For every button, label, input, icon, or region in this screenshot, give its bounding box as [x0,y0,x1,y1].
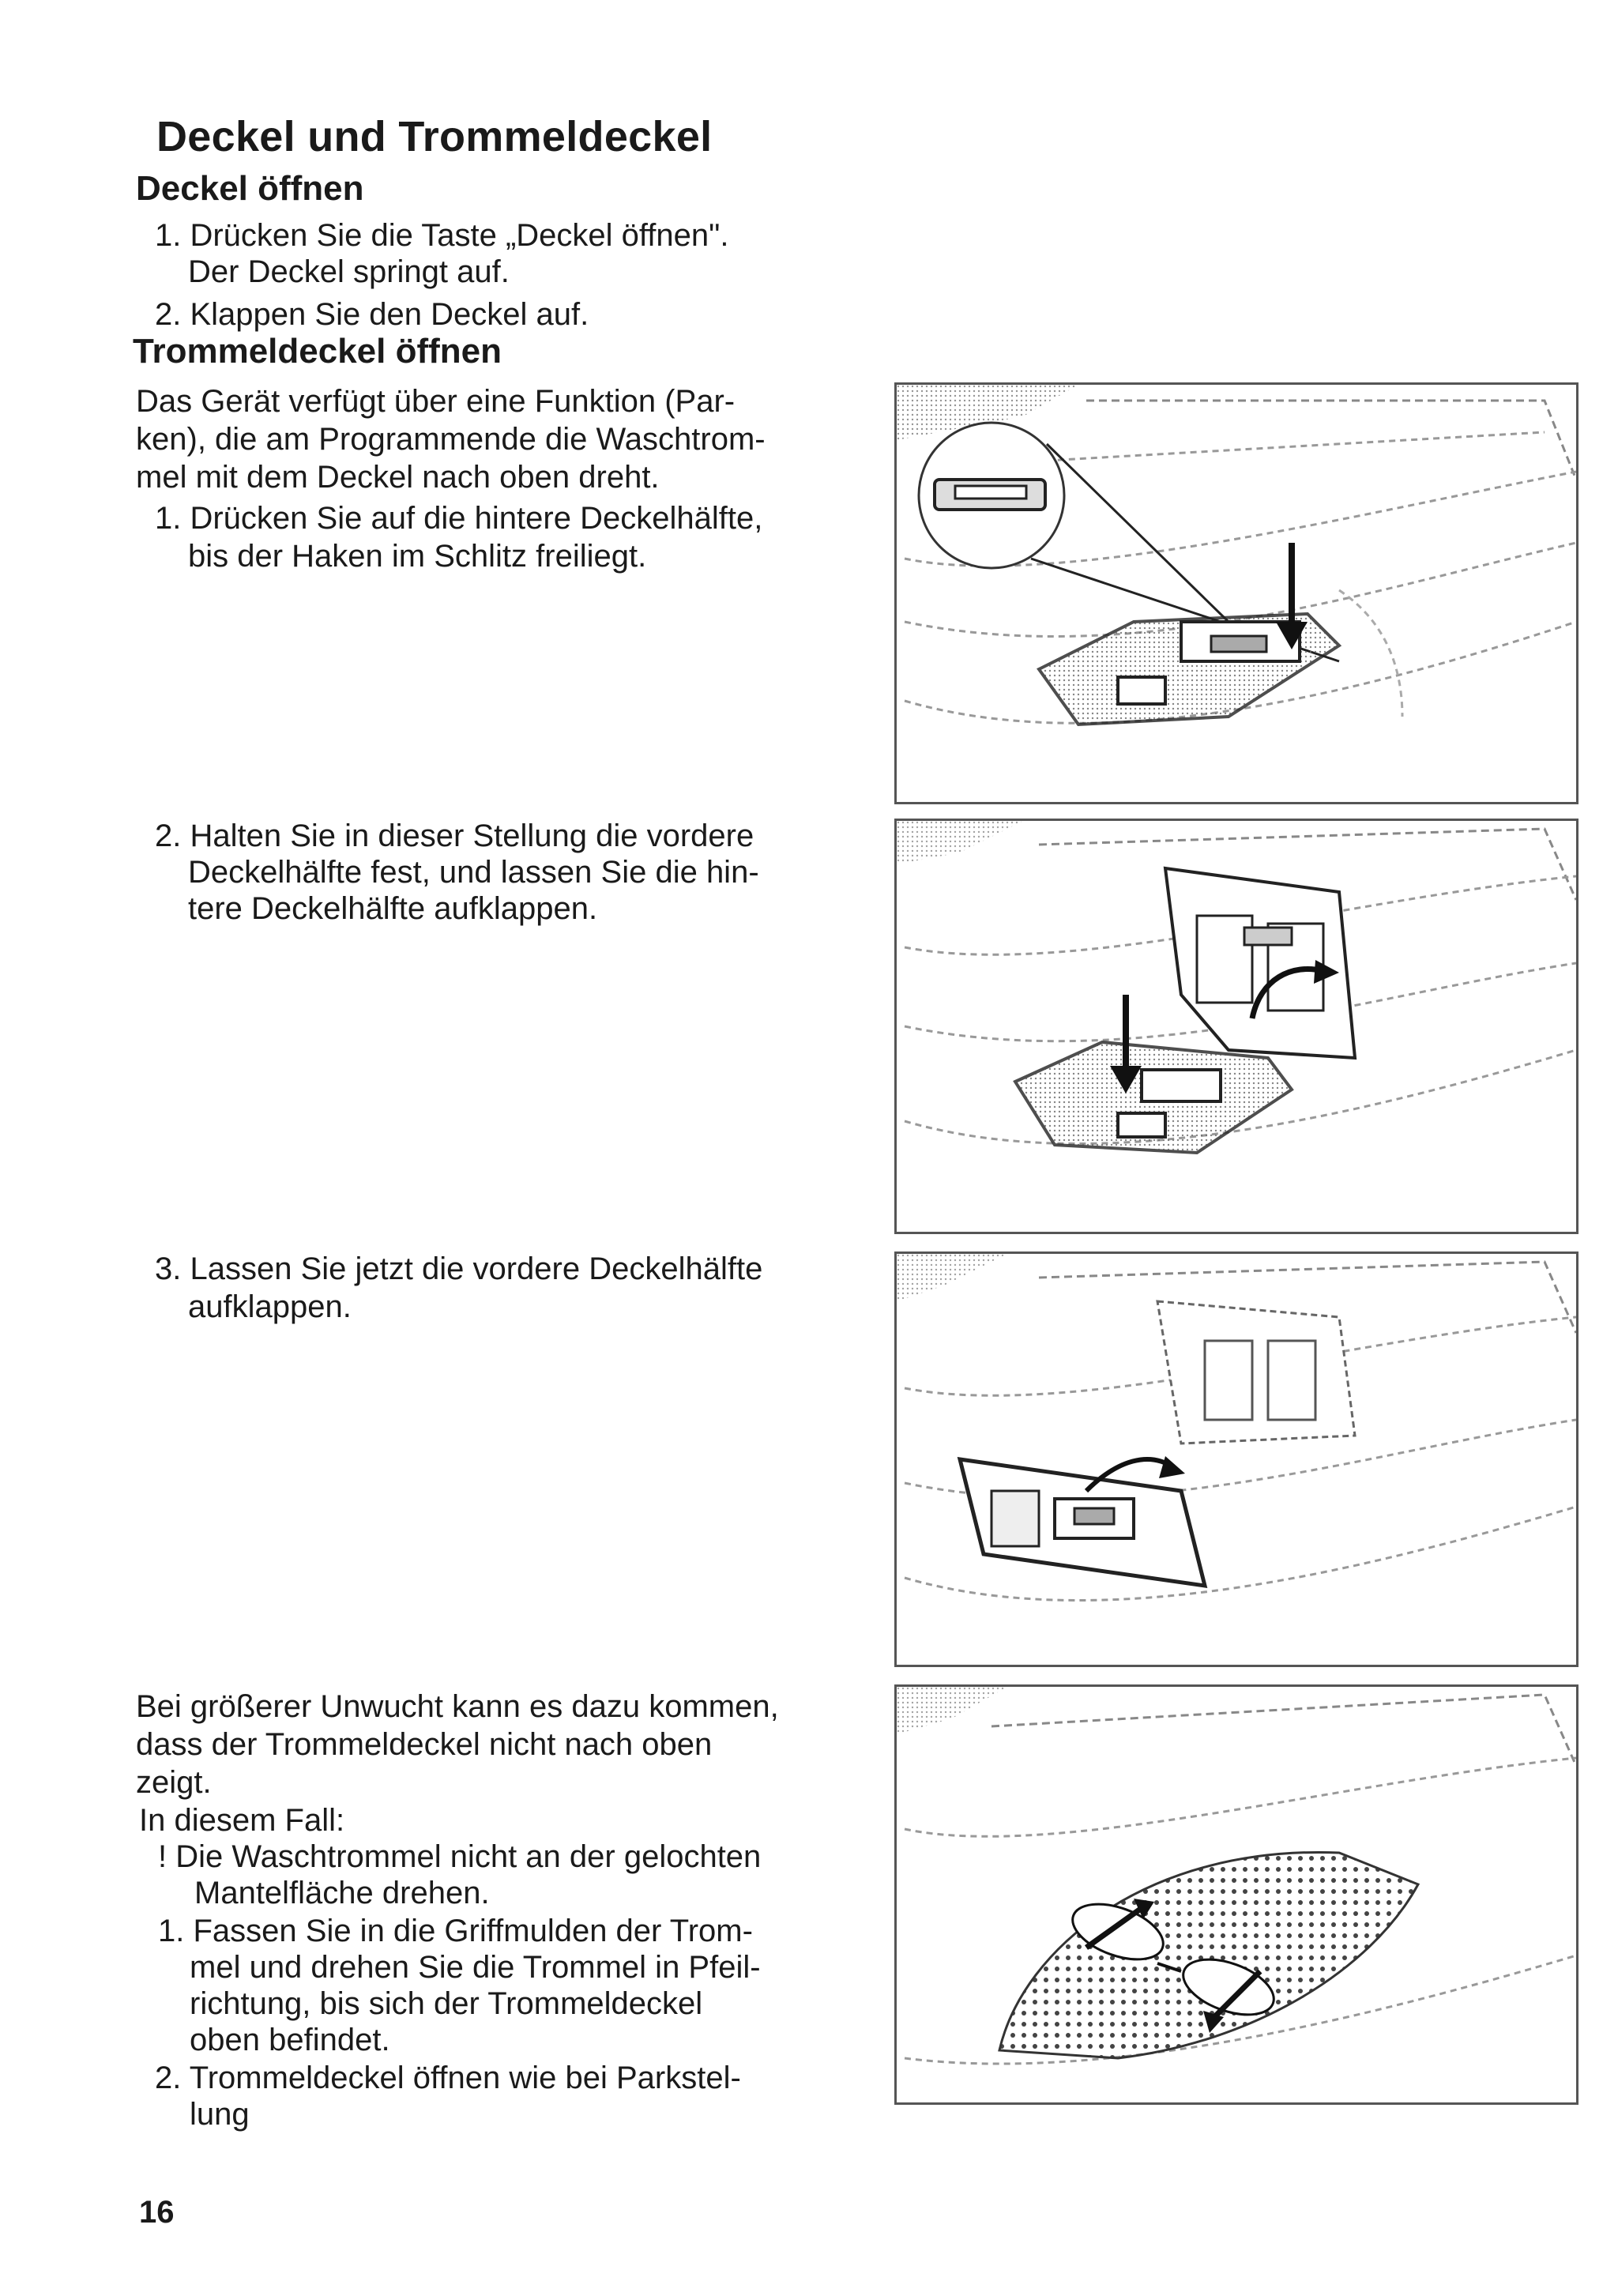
paragraph-line: zeigt. [136,1765,212,1800]
illustration-rear-half-opens [894,819,1578,1234]
paragraph-line: dass der Trommeldeckel nicht nach oben [136,1727,713,1762]
step-text: richtung, bis sich der Trommeldeckel [190,1986,703,2021]
heading-deckel-oeffnen: Deckel öffnen [136,169,364,208]
step-text: 2. Halten Sie in dieser Stellung die vordere [155,819,754,853]
page-number: 16 [139,2195,175,2230]
paragraph-line: In diesem Fall: [139,1803,345,1838]
step-text: aufklappen. [188,1289,352,1324]
warning-text: Mantelfläche drehen. [194,1876,490,1910]
step-text: mel und drehen Sie die Trommel in Pfeil- [190,1950,761,1985]
step-text: 1. Drücken Sie die Taste „Deckel öffnen". [155,218,729,253]
step-text: 1. Fassen Sie in die Griffmulden der Trom- [158,1914,753,1948]
step-text: oben befindet. [190,2023,390,2057]
paragraph-line: ken), die am Programmende die Waschtrom- [136,422,766,457]
paragraph-line: mel mit dem Deckel nach oben dreht. [136,460,660,495]
paragraph-line: Das Gerät verfügt über eine Funktion (Par- [136,384,736,419]
illustration-press-rear-lid [894,382,1578,804]
step-text: 2. Klappen Sie den Deckel auf. [155,297,589,332]
step-text: Der Deckel springt auf. [188,254,510,289]
paragraph-line: Bei größerer Unwucht kann es dazu kommen, [136,1689,779,1724]
page-title: Deckel und Trommeldeckel [156,113,713,160]
step-text: 2. Trommeldeckel öffnen wie bei Parkstel- [155,2061,741,2095]
step-text: 3. Lassen Sie jetzt die vordere Deckelhälfte [155,1252,763,1286]
illustration-rotate-drum [894,1684,1578,2105]
heading-trommeldeckel-oeffnen: Trommeldeckel öffnen [133,332,502,371]
step-text: tere Deckelhälfte aufklappen. [188,891,598,926]
warning-text: ! Die Waschtrommel nicht an der gelochten [158,1839,762,1874]
step-text: lung [190,2097,250,2132]
step-text: Deckelhälfte fest, und lassen Sie die hin- [188,855,759,890]
illustration-front-half-opens [894,1252,1578,1667]
step-text: 1. Drücken Sie auf die hintere Deckelhälfte, [155,501,763,536]
step-text: bis der Haken im Schlitz freiliegt. [188,539,647,574]
